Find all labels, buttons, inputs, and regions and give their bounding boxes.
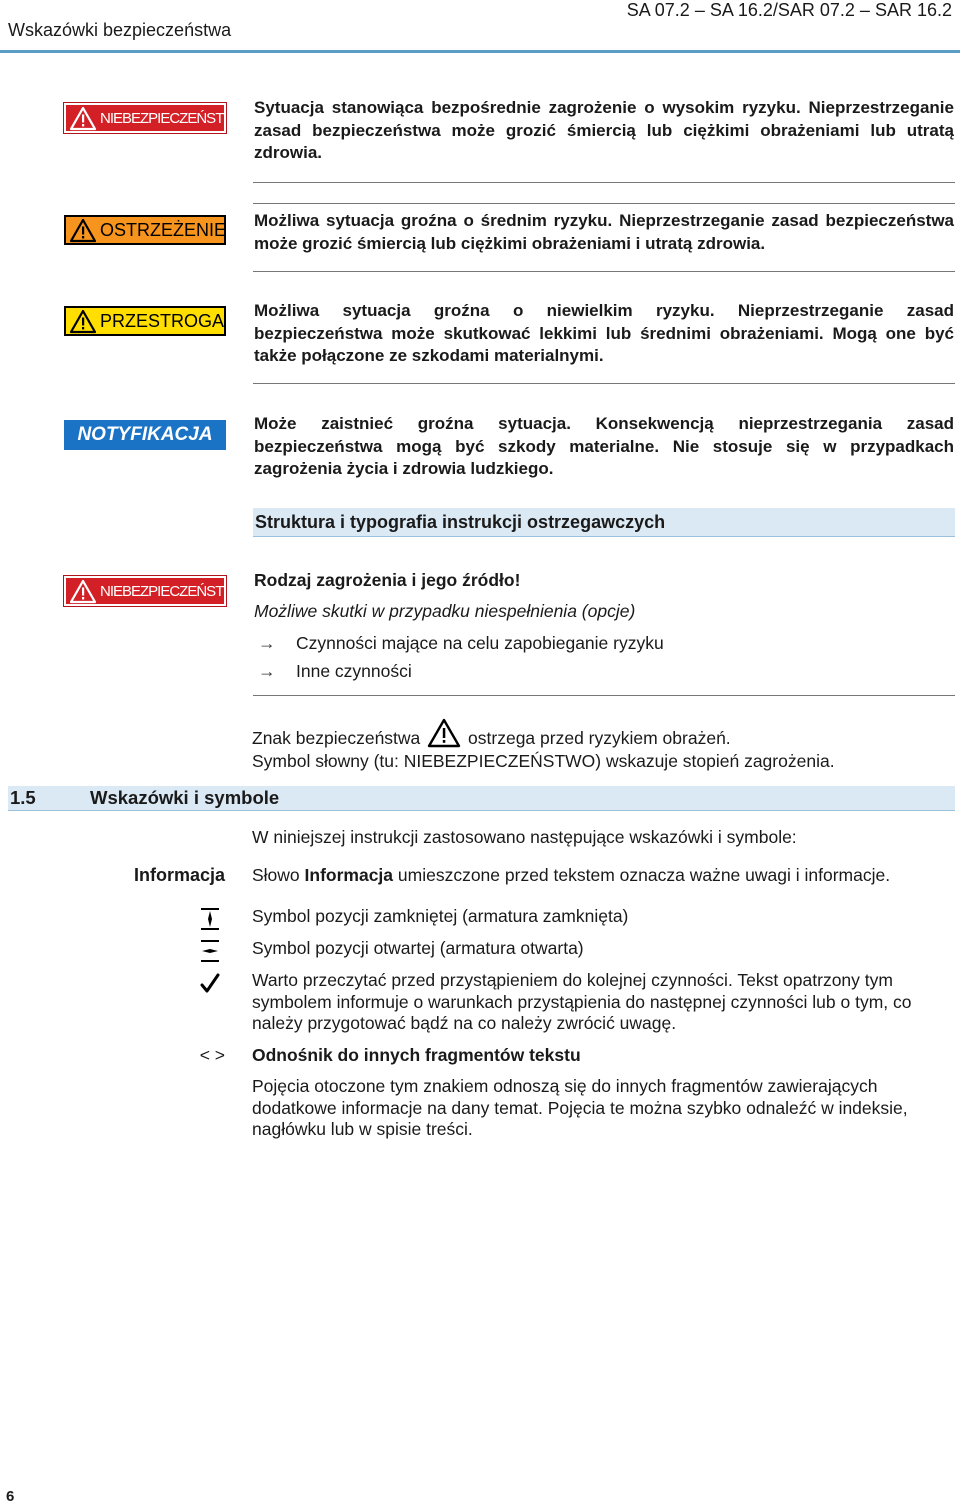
caution-description: Możliwa sytuacja groźna o niewielkim ryzyku. Nieprzestrzeganie zasad bezpieczeństwa może skutkować lekkimi lub średnimi obrażeniami. Mogą one być także połączone ze szkodami materialnymi. (254, 301, 954, 365)
signal-word-explanation: Symbol słowny (tu: NIEBEZPIECZEŃSTWO) wskazuje stopień zagrożenia. (252, 751, 835, 771)
action-item: → Inne czynności (258, 661, 412, 681)
warning-description: Możliwa sytuacja groźna o średnim ryzyku. Nieprzestrzeganie zasad bezpieczeństwa może grozić śmiercią lub ciężkimi obrażeniami i utratą zdrowia. (254, 211, 954, 253)
structure-heading: Struktura i typografia instrukcji ostrzegawczych (253, 508, 955, 537)
caution-sign (64, 306, 226, 336)
divider (253, 695, 955, 696)
closed-position-text: Symbol pozycji zamkniętej (armatura zamknięta) (252, 906, 629, 926)
danger-sign-example (64, 576, 248, 606)
information-text: Słowo Informacja umieszczone przed tekstem oznacza ważne uwagi i informacje. (252, 865, 891, 885)
arrow-icon: → (258, 661, 276, 681)
section-number: 1.5 (10, 787, 36, 808)
section-title: Wskazówki i symbole (90, 787, 280, 808)
information-label: Informacja (133, 865, 225, 885)
hazard-source-text: Rodzaj zagrożenia i jego źródło! (254, 570, 521, 590)
danger-description: Sytuacja stanowiąca bezpośrednie zagrożenie o wysokim ryzyku. Nieprzestrzeganie zasad bezpieczeństwa może grozić śmiercią lub ciężkimi obrażeniami lub utratą zdrowia. (254, 98, 954, 162)
open-position-icon (195, 939, 225, 968)
open-position-text: Symbol pozycji otwartej (armatura otwarta) (252, 938, 584, 958)
header-section-title: Wskazówki bezpieczeństwa (8, 20, 232, 40)
caution-sign-label: PRZESTROGA (100, 310, 225, 331)
checkmark-icon (195, 972, 225, 1001)
safety-sign-explanation: Znak bezpieczeństwa ostrzega przed ryzykiem obrażeń. (252, 718, 731, 753)
warning-triangle-icon (66, 576, 100, 606)
reference-text: Pojęcia otoczone tym znakiem odnoszą się do innych fragmentów zawierających dodatkowe informacje na dany temat. Pojęcia te można szybko odnaleźć w indeksie, nagłówku lub w spisie treści. (252, 1076, 908, 1139)
divider (253, 383, 955, 384)
divider (253, 203, 955, 204)
action-item: → Czynności mające na celu zapobieganie ryzyku (258, 633, 664, 653)
warning-sign-label: OSTRZEŻENIE (100, 219, 227, 240)
reference-symbol: < > (199, 1045, 225, 1065)
intro-text: W niniejszej instrukcji zastosowano następujące wskazówki i symbole: (252, 827, 797, 847)
notice-description: Może zaistnieć groźna sytuacja. Konsekwencją nieprzestrzegania zasad bezpieczeństwa mogą być szkody materialne. Nie stosuje się w przypadkach zagrożenia życia i zdrowia ludzkiego. (254, 414, 954, 478)
page-number: 6 (6, 1488, 15, 1505)
warning-triangle-icon (66, 215, 100, 245)
warning-triangle-icon (66, 103, 100, 133)
consequences-text: Możliwe skutki w przypadku niespełnienia (opcje) (254, 601, 636, 621)
header-model-range: SA 07.2 – SA 16.2/SAR 07.2 – SAR 16.2 (626, 0, 952, 20)
checkmark-text: Warto przeczytać przed przystąpieniem do kolejnej czynności. Tekst opatrzony tym symbolem informuje o warunkach przystąpienia do następnej czynności lub o tym, co należy przygotować bądź na co należy zwrócić uwagę. (252, 970, 912, 1033)
warning-triangle-icon (427, 718, 461, 753)
danger-sign-label: NIEBEZPIECZEŃSTWO (100, 109, 248, 127)
danger-sign (64, 103, 248, 133)
divider (253, 271, 955, 272)
notice-sign (64, 420, 226, 450)
arrow-icon: → (258, 633, 276, 653)
divider (253, 182, 955, 183)
danger-sign-label: NIEBEZPIECZEŃSTWO (100, 582, 248, 600)
header-rule (0, 50, 960, 53)
warning-triangle-icon (66, 306, 100, 336)
closed-position-icon (195, 907, 225, 936)
section-heading (8, 786, 955, 811)
reference-title: Odnośnik do innych fragmentów tekstu (252, 1045, 581, 1065)
warning-sign (64, 215, 226, 245)
notice-sign-label: NOTYFIKACJA (77, 424, 213, 445)
